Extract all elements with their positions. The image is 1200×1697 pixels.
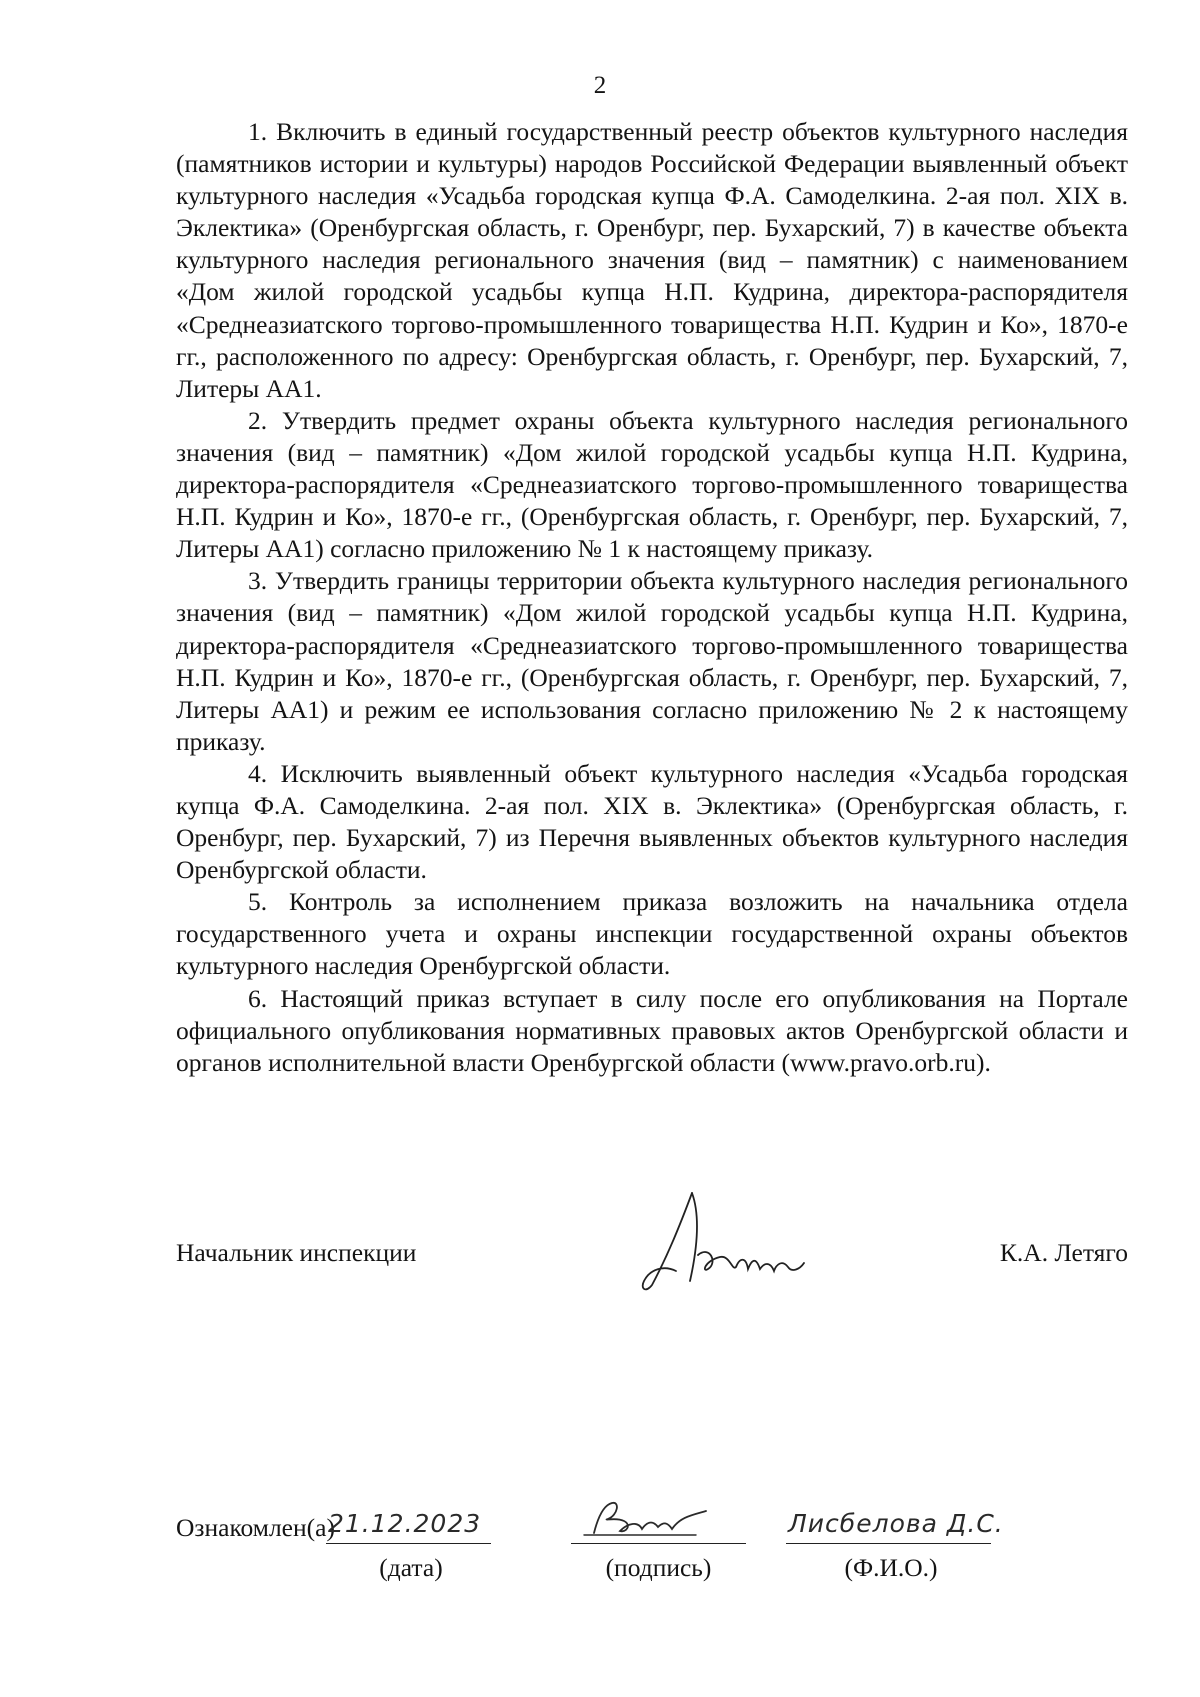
paragraph-5: 5. Контроль за исполнением приказа возложить на начальника отдела государственного учета и охраны инспекции государственной охраны объектов культурного наследия Оренбургской области. (176, 887, 1128, 981)
document-body (176, 116, 1128, 1079)
paragraph-3: 3. Утвердить границы территории объекта культурного наследия регионального значения (вид – памятник) «Дом жилой городской усадьбы купца Н.П. Кудрина, директора-распорядителя «Среднеазиатского торгово-промышленного товарищества Н.П. Кудрин и Ко», 1870-е гг., (Оренбургская область, г. Оренбург, пер. Бухарский, 7, Литеры АА1) и режим ее использования согласно приложению № 2 к настоящему приказу. (176, 566, 1128, 756)
signature-block (176, 1238, 1128, 1272)
paragraph-2: 2. Утвердить предмет охраны объекта культурного наследия регионального значения (вид – памятник) «Дом жилой городской усадьбы купца Н.П. Кудрина, директора-распорядителя «Среднеазиатского торгово-промышленного товарищества Н.П. Кудрин и Ко», 1870-е гг., (Оренбургская область, г. Оренбург, пер. Бухарский, 7, Литеры АА1) согласно приложению № 1 к настоящему приказу. (176, 405, 1128, 564)
name-caption: (Ф.И.О.) (844, 1553, 938, 1582)
date-caption: (дата) (379, 1553, 443, 1582)
handwritten-date: 21.12.2023 (328, 1509, 482, 1538)
paragraph-4: 4. Исключить выявленный объект культурного наследия «Усадьба городская купца Ф.А. Самоделкина. 2-ая пол. XIX в. Эклектика» (Оренбургская область, г. Оренбург, пер. Бухарский, 7) из Перечня выявленных объектов культурного наследия Оренбургской области. (176, 758, 1128, 885)
acknowledgement-label: Ознакомлен(а) (176, 1513, 335, 1542)
handwritten-acknowledgement-signature (576, 1497, 736, 1545)
signature-caption: (подпись) (605, 1553, 712, 1582)
signer-position: Начальник инспекции (176, 1238, 417, 1267)
signer-name: К.А. Летяго (999, 1238, 1128, 1267)
paragraph-6: 6. Настоящий приказ вступает в силу после его опубликования на Портале официального опубликования нормативных правовых актов Оренбургской области и органов исполнительной власти Оренбургской области (www.pravo.orb.ru). (176, 983, 1128, 1077)
page-number: 2 (593, 72, 607, 99)
paragraph-1: 1. Включить в единый государственный реестр объектов культурного наследия (памятников истории и культуры) народов Российской Федерации выявленный объект культурного наследия «Усадьба городская купца Ф.А. Самоделкина. 2-ая пол. XIX в. Эклектика» (Оренбургская область, г. Оренбург, пер. Бухарский, 7) в качестве объекта культурного наследия регионального значения (вид – памятник) с наименованием «Дом жилой городской усадьбы купца Н.П. Кудрина, директора-распорядителя «Среднеазиатского торгово-промышленного товарищества Н.П. Кудрин и Ко», 1870-е гг., расположенного по адресу: Оренбургская область, г. Оренбург, пер. Бухарский, 7, Литеры АА1. (176, 117, 1128, 403)
handwritten-name: Лисбелова Д.С. (788, 1509, 1004, 1538)
